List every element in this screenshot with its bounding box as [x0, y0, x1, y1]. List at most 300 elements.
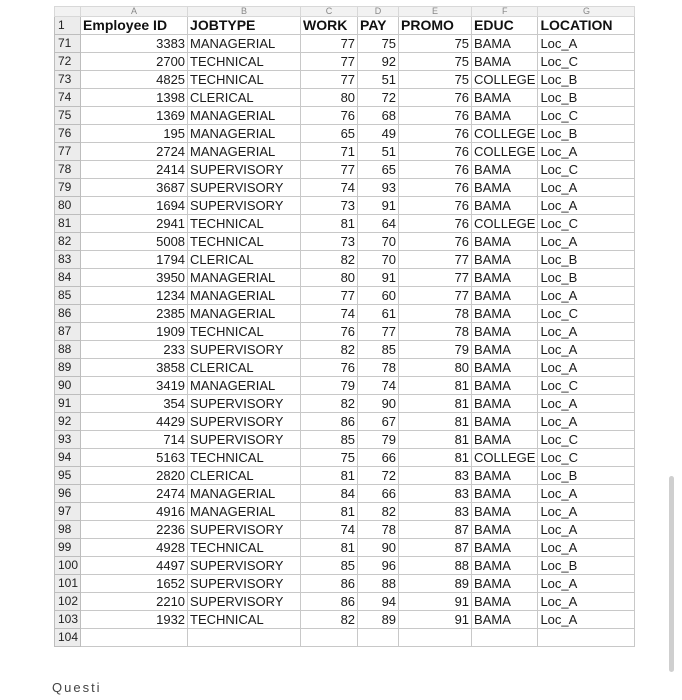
cell-location[interactable]: Loc_A: [538, 395, 635, 413]
cell-employee-id[interactable]: 2700: [81, 53, 188, 71]
cell-location[interactable]: Loc_C: [538, 161, 635, 179]
cell-employee-id[interactable]: 1794: [81, 251, 188, 269]
cell-location[interactable]: Loc_B: [538, 71, 635, 89]
cell-jobtype[interactable]: SUPERVISORY: [188, 431, 301, 449]
cell-location[interactable]: Loc_A: [538, 197, 635, 215]
cell-educ[interactable]: BAMA: [472, 395, 538, 413]
cell-pay[interactable]: 49: [358, 125, 399, 143]
cell-pay[interactable]: 61: [358, 305, 399, 323]
row-number[interactable]: 102: [55, 593, 81, 611]
row-number[interactable]: 92: [55, 413, 81, 431]
cell-promo[interactable]: 81: [399, 413, 472, 431]
row-number[interactable]: 86: [55, 305, 81, 323]
cell-work[interactable]: 75: [301, 449, 358, 467]
table-row: [55, 125, 635, 143]
cell-jobtype[interactable]: MANAGERIAL: [188, 125, 301, 143]
empty-cell[interactable]: [358, 629, 399, 647]
cell-jobtype[interactable]: TECHNICAL: [188, 53, 301, 71]
cell-location[interactable]: Loc_A: [538, 359, 635, 377]
cell-pay[interactable]: 90: [358, 395, 399, 413]
cell-promo[interactable]: 75: [399, 53, 472, 71]
row-number[interactable]: 73: [55, 71, 81, 89]
cell-pay[interactable]: 91: [358, 269, 399, 287]
cell-jobtype[interactable]: MANAGERIAL: [188, 107, 301, 125]
cell-work[interactable]: 74: [301, 179, 358, 197]
cell-pay[interactable]: 96: [358, 557, 399, 575]
cell-educ[interactable]: BAMA: [472, 197, 538, 215]
cell-pay[interactable]: 67: [358, 413, 399, 431]
cell-educ[interactable]: COLLEGE: [472, 71, 538, 89]
cell-educ[interactable]: BAMA: [472, 485, 538, 503]
cell-promo[interactable]: 91: [399, 611, 472, 629]
cell-jobtype[interactable]: CLERICAL: [188, 89, 301, 107]
cell-promo[interactable]: 80: [399, 359, 472, 377]
cell-location[interactable]: Loc_B: [538, 269, 635, 287]
cell-pay[interactable]: 85: [358, 341, 399, 359]
cell-location[interactable]: Loc_C: [538, 53, 635, 71]
cell-work[interactable]: 82: [301, 611, 358, 629]
cell-educ[interactable]: BAMA: [472, 413, 538, 431]
cell-educ[interactable]: BAMA: [472, 575, 538, 593]
cell-work[interactable]: 81: [301, 467, 358, 485]
cell-work[interactable]: 86: [301, 593, 358, 611]
cell-location[interactable]: Loc_A: [538, 341, 635, 359]
cell-educ[interactable]: BAMA: [472, 251, 538, 269]
cell-location[interactable]: Loc_B: [538, 467, 635, 485]
cell-employee-id[interactable]: 3687: [81, 179, 188, 197]
cell-work[interactable]: 85: [301, 557, 358, 575]
cell-pay[interactable]: 78: [358, 521, 399, 539]
cell-jobtype[interactable]: SUPERVISORY: [188, 197, 301, 215]
cell-educ[interactable]: BAMA: [472, 107, 538, 125]
cell-work[interactable]: 80: [301, 89, 358, 107]
empty-cell[interactable]: [472, 629, 538, 647]
cell-educ[interactable]: BAMA: [472, 233, 538, 251]
cell-promo[interactable]: 83: [399, 503, 472, 521]
cell-work[interactable]: 80: [301, 269, 358, 287]
cell-employee-id[interactable]: 4916: [81, 503, 188, 521]
cell-jobtype[interactable]: SUPERVISORY: [188, 593, 301, 611]
cell-promo[interactable]: 78: [399, 305, 472, 323]
row-number[interactable]: 1: [55, 17, 81, 35]
cell-employee-id[interactable]: 195: [81, 125, 188, 143]
header-location[interactable]: LOCATION: [538, 17, 635, 35]
cell-employee-id[interactable]: 1932: [81, 611, 188, 629]
cell-work[interactable]: 81: [301, 539, 358, 557]
cell-location[interactable]: Loc_A: [538, 143, 635, 161]
cell-employee-id[interactable]: 233: [81, 341, 188, 359]
cell-work[interactable]: 81: [301, 215, 358, 233]
row-number[interactable]: 81: [55, 215, 81, 233]
cell-promo[interactable]: 91: [399, 593, 472, 611]
cell-educ[interactable]: BAMA: [472, 53, 538, 71]
cell-pay[interactable]: 92: [358, 53, 399, 71]
cell-employee-id[interactable]: 2210: [81, 593, 188, 611]
cell-pay[interactable]: 72: [358, 467, 399, 485]
table-row: [55, 89, 635, 107]
cell-promo[interactable]: 76: [399, 161, 472, 179]
cell-pay[interactable]: 93: [358, 179, 399, 197]
column-letter[interactable]: C: [301, 7, 358, 17]
cell-promo[interactable]: 76: [399, 233, 472, 251]
row-number[interactable]: 93: [55, 431, 81, 449]
cell-promo[interactable]: 76: [399, 107, 472, 125]
cell-promo[interactable]: 76: [399, 89, 472, 107]
header-work[interactable]: WORK: [301, 17, 358, 35]
cell-pay[interactable]: 66: [358, 485, 399, 503]
column-letter[interactable]: G: [538, 7, 635, 17]
cell-educ[interactable]: BAMA: [472, 377, 538, 395]
empty-cell[interactable]: [301, 629, 358, 647]
cell-work[interactable]: 84: [301, 485, 358, 503]
cell-promo[interactable]: 76: [399, 125, 472, 143]
cell-location[interactable]: Loc_A: [538, 323, 635, 341]
cell-pay[interactable]: 70: [358, 233, 399, 251]
row-number[interactable]: 77: [55, 143, 81, 161]
cell-location[interactable]: Loc_A: [538, 485, 635, 503]
cell-promo[interactable]: 88: [399, 557, 472, 575]
cell-work[interactable]: 77: [301, 71, 358, 89]
cell-jobtype[interactable]: SUPERVISORY: [188, 557, 301, 575]
row-number[interactable]: 78: [55, 161, 81, 179]
cell-employee-id[interactable]: 5008: [81, 233, 188, 251]
cell-promo[interactable]: 83: [399, 467, 472, 485]
row-number[interactable]: 87: [55, 323, 81, 341]
cell-pay[interactable]: 65: [358, 161, 399, 179]
cell-work[interactable]: 73: [301, 233, 358, 251]
cell-promo[interactable]: 79: [399, 341, 472, 359]
row-number[interactable]: 84: [55, 269, 81, 287]
cell-pay[interactable]: 64: [358, 215, 399, 233]
cell-jobtype[interactable]: TECHNICAL: [188, 323, 301, 341]
cell-work[interactable]: 82: [301, 251, 358, 269]
header-educ[interactable]: EDUC: [472, 17, 538, 35]
cell-educ[interactable]: BAMA: [472, 503, 538, 521]
cell-employee-id[interactable]: 1369: [81, 107, 188, 125]
row-number[interactable]: 94: [55, 449, 81, 467]
cell-location[interactable]: Loc_B: [538, 89, 635, 107]
cell-jobtype[interactable]: SUPERVISORY: [188, 341, 301, 359]
cell-employee-id[interactable]: 1234: [81, 287, 188, 305]
header-pay[interactable]: PAY: [358, 17, 399, 35]
table-row: [55, 161, 635, 179]
cell-pay[interactable]: 91: [358, 197, 399, 215]
cell-work[interactable]: 82: [301, 395, 358, 413]
row-number[interactable]: 72: [55, 53, 81, 71]
cell-educ[interactable]: COLLEGE: [472, 125, 538, 143]
column-letter[interactable]: E: [399, 7, 472, 17]
cell-educ[interactable]: BAMA: [472, 359, 538, 377]
cell-location[interactable]: Loc_A: [538, 35, 635, 53]
cell-jobtype[interactable]: TECHNICAL: [188, 215, 301, 233]
column-letter[interactable]: B: [188, 7, 301, 17]
column-letter[interactable]: A: [81, 7, 188, 17]
cell-pay[interactable]: 90: [358, 539, 399, 557]
cell-educ[interactable]: COLLEGE: [472, 215, 538, 233]
cell-jobtype[interactable]: SUPERVISORY: [188, 395, 301, 413]
cell-employee-id[interactable]: 5163: [81, 449, 188, 467]
cell-pay[interactable]: 60: [358, 287, 399, 305]
cell-promo[interactable]: 81: [399, 377, 472, 395]
cell-work[interactable]: 76: [301, 359, 358, 377]
cell-work[interactable]: 77: [301, 161, 358, 179]
cell-educ[interactable]: BAMA: [472, 557, 538, 575]
cell-location[interactable]: Loc_C: [538, 377, 635, 395]
cell-pay[interactable]: 82: [358, 503, 399, 521]
column-letter[interactable]: D: [358, 7, 399, 17]
cell-work[interactable]: 77: [301, 53, 358, 71]
cell-work[interactable]: 86: [301, 413, 358, 431]
column-letter-row: [55, 7, 635, 17]
cell-jobtype[interactable]: TECHNICAL: [188, 539, 301, 557]
cell-location[interactable]: Loc_A: [538, 287, 635, 305]
cell-work[interactable]: 76: [301, 323, 358, 341]
header-employee-id[interactable]: Employee ID: [81, 17, 188, 35]
row-number[interactable]: 100: [55, 557, 81, 575]
cell-jobtype[interactable]: MANAGERIAL: [188, 287, 301, 305]
row-number[interactable]: 74: [55, 89, 81, 107]
cell-pay[interactable]: 78: [358, 359, 399, 377]
cell-pay[interactable]: 68: [358, 107, 399, 125]
cell-work[interactable]: 85: [301, 431, 358, 449]
cell-educ[interactable]: COLLEGE: [472, 449, 538, 467]
cell-location[interactable]: Loc_A: [538, 413, 635, 431]
cell-educ[interactable]: BAMA: [472, 611, 538, 629]
cell-location[interactable]: Loc_B: [538, 125, 635, 143]
cell-work[interactable]: 65: [301, 125, 358, 143]
header-jobtype[interactable]: JOBTYPE: [188, 17, 301, 35]
cell-pay[interactable]: 77: [358, 323, 399, 341]
cell-jobtype[interactable]: MANAGERIAL: [188, 485, 301, 503]
cell-pay[interactable]: 89: [358, 611, 399, 629]
row-number[interactable]: 83: [55, 251, 81, 269]
vertical-scrollbar[interactable]: [669, 476, 674, 672]
cell-promo[interactable]: 76: [399, 215, 472, 233]
cell-location[interactable]: Loc_C: [538, 305, 635, 323]
corner-cell[interactable]: [55, 7, 81, 17]
cell-promo[interactable]: 89: [399, 575, 472, 593]
table-row: [55, 323, 635, 341]
cell-work[interactable]: 76: [301, 107, 358, 125]
cell-location[interactable]: Loc_A: [538, 521, 635, 539]
cell-educ[interactable]: BAMA: [472, 287, 538, 305]
cell-jobtype[interactable]: MANAGERIAL: [188, 305, 301, 323]
cell-employee-id[interactable]: 2474: [81, 485, 188, 503]
cell-employee-id[interactable]: 1909: [81, 323, 188, 341]
cell-pay[interactable]: 75: [358, 35, 399, 53]
cell-jobtype[interactable]: CLERICAL: [188, 467, 301, 485]
cell-promo[interactable]: 83: [399, 485, 472, 503]
empty-cell[interactable]: [188, 629, 301, 647]
empty-cell[interactable]: [81, 629, 188, 647]
cell-jobtype[interactable]: SUPERVISORY: [188, 161, 301, 179]
row-number[interactable]: 89: [55, 359, 81, 377]
cell-employee-id[interactable]: 1398: [81, 89, 188, 107]
cell-employee-id[interactable]: 2941: [81, 215, 188, 233]
cell-employee-id[interactable]: 4825: [81, 71, 188, 89]
cell-jobtype[interactable]: TECHNICAL: [188, 233, 301, 251]
cell-promo[interactable]: 77: [399, 269, 472, 287]
cell-work[interactable]: 71: [301, 143, 358, 161]
cell-educ[interactable]: BAMA: [472, 35, 538, 53]
cell-jobtype[interactable]: SUPERVISORY: [188, 413, 301, 431]
cell-promo[interactable]: 76: [399, 143, 472, 161]
row-number[interactable]: 75: [55, 107, 81, 125]
cell-pay[interactable]: 51: [358, 143, 399, 161]
cell-educ[interactable]: BAMA: [472, 305, 538, 323]
cell-promo[interactable]: 75: [399, 71, 472, 89]
cell-jobtype[interactable]: SUPERVISORY: [188, 521, 301, 539]
cell-jobtype[interactable]: TECHNICAL: [188, 71, 301, 89]
cell-location[interactable]: Loc_C: [538, 215, 635, 233]
cell-work[interactable]: 86: [301, 575, 358, 593]
cell-work[interactable]: 77: [301, 35, 358, 53]
row-number[interactable]: 71: [55, 35, 81, 53]
cell-pay[interactable]: 72: [358, 89, 399, 107]
table-row: [55, 233, 635, 251]
row-number[interactable]: 101: [55, 575, 81, 593]
cell-educ[interactable]: BAMA: [472, 467, 538, 485]
cell-jobtype[interactable]: MANAGERIAL: [188, 143, 301, 161]
cell-educ[interactable]: BAMA: [472, 179, 538, 197]
cell-jobtype[interactable]: MANAGERIAL: [188, 35, 301, 53]
header-promo[interactable]: PROMO: [399, 17, 472, 35]
cell-jobtype[interactable]: CLERICAL: [188, 359, 301, 377]
row-number[interactable]: 104: [55, 629, 81, 647]
row-number[interactable]: 82: [55, 233, 81, 251]
table-row: [55, 485, 635, 503]
cell-jobtype[interactable]: MANAGERIAL: [188, 503, 301, 521]
cell-promo[interactable]: 77: [399, 287, 472, 305]
cell-work[interactable]: 79: [301, 377, 358, 395]
cell-employee-id[interactable]: 1652: [81, 575, 188, 593]
cell-pay[interactable]: 88: [358, 575, 399, 593]
cell-location[interactable]: Loc_B: [538, 557, 635, 575]
cell-promo[interactable]: 76: [399, 179, 472, 197]
cell-promo[interactable]: 87: [399, 521, 472, 539]
cell-jobtype[interactable]: TECHNICAL: [188, 611, 301, 629]
table-row: [55, 287, 635, 305]
row-number[interactable]: 85: [55, 287, 81, 305]
cell-pay[interactable]: 74: [358, 377, 399, 395]
cell-employee-id[interactable]: 3419: [81, 377, 188, 395]
cell-pay[interactable]: 94: [358, 593, 399, 611]
row-number[interactable]: 98: [55, 521, 81, 539]
cell-location[interactable]: Loc_A: [538, 233, 635, 251]
row-number[interactable]: 88: [55, 341, 81, 359]
cell-educ[interactable]: BAMA: [472, 431, 538, 449]
cell-educ[interactable]: BAMA: [472, 539, 538, 557]
row-number[interactable]: 103: [55, 611, 81, 629]
row-number[interactable]: 97: [55, 503, 81, 521]
cell-employee-id[interactable]: 4928: [81, 539, 188, 557]
cell-employee-id[interactable]: 2820: [81, 467, 188, 485]
cell-jobtype[interactable]: TECHNICAL: [188, 449, 301, 467]
cell-promo[interactable]: 81: [399, 449, 472, 467]
empty-cell[interactable]: [399, 629, 472, 647]
row-number[interactable]: 96: [55, 485, 81, 503]
cell-employee-id[interactable]: 2414: [81, 161, 188, 179]
table-row: [55, 395, 635, 413]
cell-work[interactable]: 74: [301, 305, 358, 323]
row-number[interactable]: 91: [55, 395, 81, 413]
cell-pay[interactable]: 66: [358, 449, 399, 467]
cell-location[interactable]: Loc_A: [538, 575, 635, 593]
cell-location[interactable]: Loc_B: [538, 251, 635, 269]
row-number[interactable]: 99: [55, 539, 81, 557]
cell-jobtype[interactable]: MANAGERIAL: [188, 269, 301, 287]
cell-location[interactable]: Loc_A: [538, 503, 635, 521]
cell-educ[interactable]: BAMA: [472, 341, 538, 359]
cell-promo[interactable]: 77: [399, 251, 472, 269]
cell-location[interactable]: Loc_A: [538, 179, 635, 197]
cell-educ[interactable]: COLLEGE: [472, 143, 538, 161]
cell-employee-id[interactable]: 714: [81, 431, 188, 449]
cell-employee-id[interactable]: 1694: [81, 197, 188, 215]
cell-work[interactable]: 81: [301, 503, 358, 521]
cell-pay[interactable]: 51: [358, 71, 399, 89]
cell-employee-id[interactable]: 4429: [81, 413, 188, 431]
cell-pay[interactable]: 70: [358, 251, 399, 269]
empty-cell[interactable]: [538, 629, 635, 647]
cell-employee-id[interactable]: 4497: [81, 557, 188, 575]
cell-location[interactable]: Loc_A: [538, 611, 635, 629]
row-number[interactable]: 95: [55, 467, 81, 485]
cell-educ[interactable]: BAMA: [472, 323, 538, 341]
row-number[interactable]: 76: [55, 125, 81, 143]
cell-educ[interactable]: BAMA: [472, 593, 538, 611]
cell-educ[interactable]: BAMA: [472, 521, 538, 539]
cell-promo[interactable]: 78: [399, 323, 472, 341]
cell-location[interactable]: Loc_C: [538, 107, 635, 125]
cell-location[interactable]: Loc_C: [538, 431, 635, 449]
cell-employee-id[interactable]: 2236: [81, 521, 188, 539]
cell-pay[interactable]: 79: [358, 431, 399, 449]
cell-promo[interactable]: 76: [399, 197, 472, 215]
column-letter[interactable]: F: [472, 7, 538, 17]
cell-location[interactable]: Loc_C: [538, 449, 635, 467]
cell-promo[interactable]: 75: [399, 35, 472, 53]
cell-promo[interactable]: 81: [399, 395, 472, 413]
cell-educ[interactable]: BAMA: [472, 161, 538, 179]
cell-employee-id[interactable]: 354: [81, 395, 188, 413]
cell-employee-id[interactable]: 2724: [81, 143, 188, 161]
cell-location[interactable]: Loc_A: [538, 593, 635, 611]
cell-location[interactable]: Loc_A: [538, 539, 635, 557]
cell-employee-id[interactable]: 3950: [81, 269, 188, 287]
table-row: [55, 305, 635, 323]
cell-work[interactable]: 77: [301, 287, 358, 305]
cell-jobtype[interactable]: SUPERVISORY: [188, 575, 301, 593]
cell-employee-id[interactable]: 2385: [81, 305, 188, 323]
cell-jobtype[interactable]: CLERICAL: [188, 251, 301, 269]
row-number[interactable]: 80: [55, 197, 81, 215]
cell-educ[interactable]: BAMA: [472, 269, 538, 287]
cell-jobtype[interactable]: MANAGERIAL: [188, 377, 301, 395]
row-number[interactable]: 90: [55, 377, 81, 395]
cell-promo[interactable]: 87: [399, 539, 472, 557]
cell-educ[interactable]: BAMA: [472, 89, 538, 107]
cell-work[interactable]: 73: [301, 197, 358, 215]
cell-work[interactable]: 74: [301, 521, 358, 539]
cell-jobtype[interactable]: SUPERVISORY: [188, 179, 301, 197]
cell-employee-id[interactable]: 3383: [81, 35, 188, 53]
cell-work[interactable]: 82: [301, 341, 358, 359]
table-row: [55, 215, 635, 233]
row-number[interactable]: 79: [55, 179, 81, 197]
cell-promo[interactable]: 81: [399, 431, 472, 449]
cell-employee-id[interactable]: 3858: [81, 359, 188, 377]
